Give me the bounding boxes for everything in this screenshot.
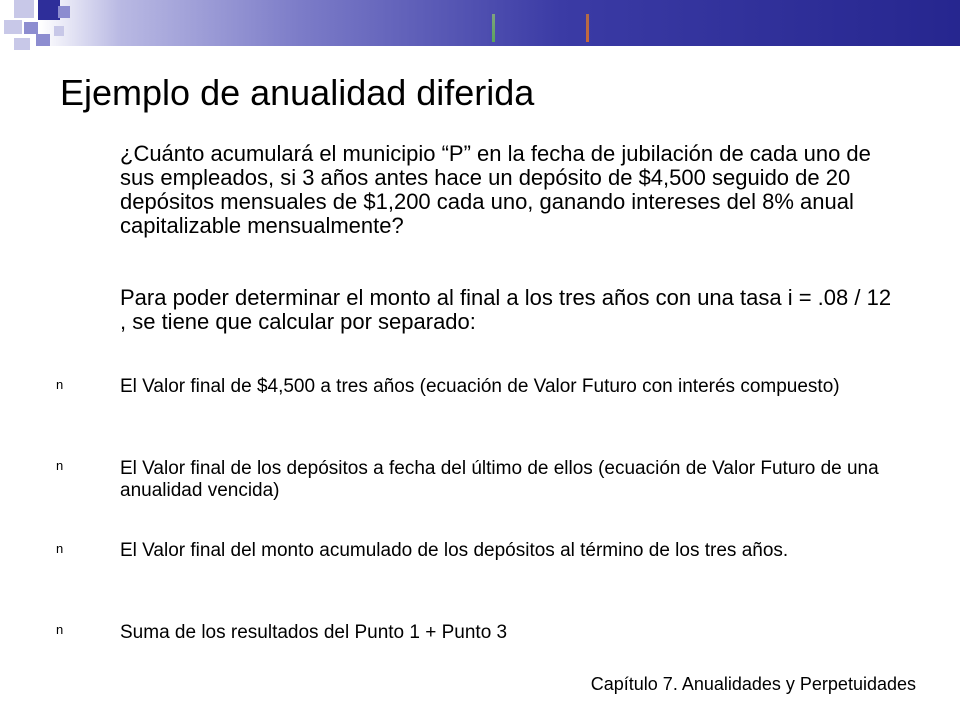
method-paragraph: Para poder determinar el monto al final a los tres años con una tasa i = .08 / 12 , se tiene que calcular por separado: (120, 285, 892, 334)
header-accent-line-orange (586, 14, 589, 42)
bullet-item-2: El Valor final de los depósitos a fecha del último de ellos (ecuación de Valor Futuro de una anualidad vencida) (120, 458, 879, 501)
chapter-footer: Capítulo 7. Anualidades y Perpetuidades (590, 674, 916, 694)
bullet-marker: n (56, 541, 64, 556)
header-accent-line-green (492, 14, 495, 42)
bullet-marker: n (56, 458, 64, 473)
bullet-item-3: El Valor final del monto acumulado de los depósitos al término de los tres años. (120, 540, 789, 561)
slide-title: Ejemplo de anualidad diferida (60, 72, 535, 113)
bullet-marker: n (56, 377, 64, 392)
header-band (0, 0, 960, 46)
bullet-marker: n (56, 622, 64, 637)
bullet-item-1: El Valor final de $4,500 a tres años (ecuación de Valor Futuro con interés compuesto) (120, 376, 840, 397)
bullet-item-4: Suma de los resultados del Punto 1 + Punto 3 (120, 622, 508, 643)
question-paragraph: ¿Cuánto acumulará el municipio “P” en la fecha de jubilación de cada uno de sus empleados, si 3 años antes hace un depósito de $4,500 seguido de 20 depósitos mensuales de $1,200 cada uno, ganando intereses del 8% anual capitalizable mensualmente? (120, 141, 871, 238)
